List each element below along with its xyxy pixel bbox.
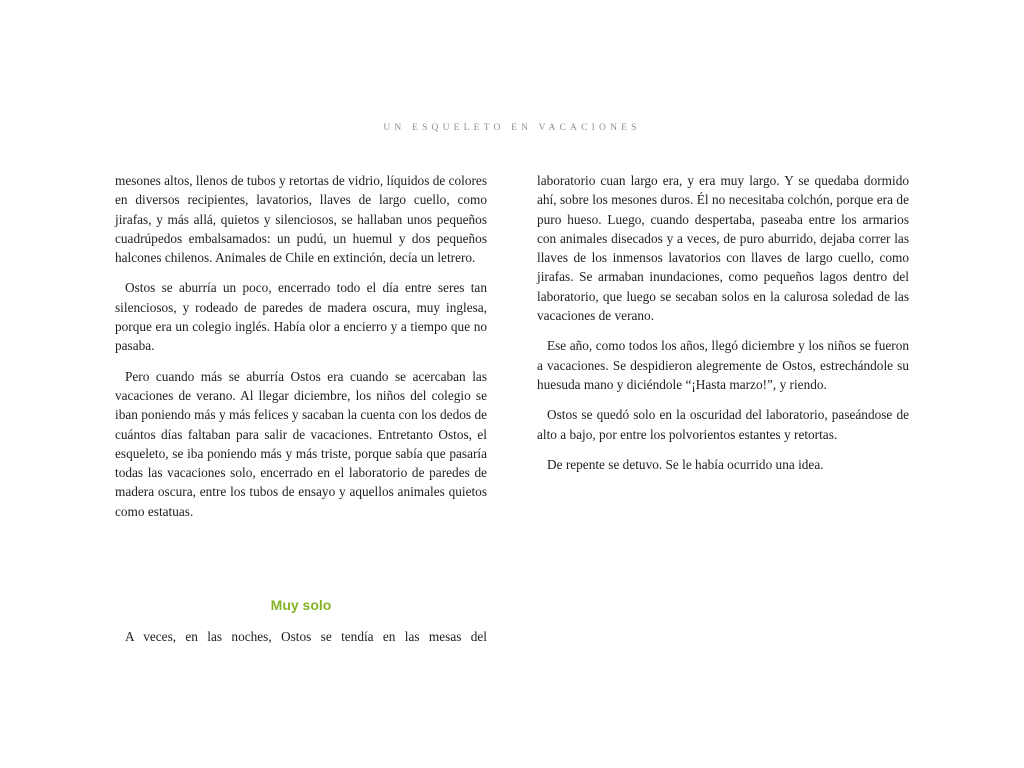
left-column	[115, 171, 487, 532]
section-opening	[115, 627, 487, 646]
right-column	[537, 171, 909, 485]
paragraph: Ese año, como todos los años, llegó diciembre y los niños se fueron a vacaciones. Se despidieron alegremente de Ostos, estrechándole su huesuda mano y diciéndole “¡Hasta marzo!”, y riendo.	[537, 338, 909, 392]
paragraph: Pero cuando más se aburría Ostos era cuando se acercaban las vacaciones de verano. Al llegar diciembre, los niños del colegio se iban poniendo más y más felices y sacaban la cuenta con los dedos de cuántos días faltaban para salir de vacaciones. Entretanto Ostos, el esqueleto, se iba poniendo más y más triste, porque sabía que pasaría todas las vacaciones solo, encerrado en el laboratorio de paredes de madera oscura, entre los tubos de ensayo y aquellos animales quietos como estatuas.	[115, 368, 487, 519]
paragraph: A veces, en las noches, Ostos se tendía en las mesas del	[125, 629, 487, 644]
paragraph: laboratorio cuan largo era, y era muy largo. Y se quedaba dormido ahí, sobre los mesones duros. Él no necesitaba colchón, porque era de puro hueso. Luego, cuando despertaba, paseaba entre los armarios con animales disecados y a veces, de puro aburrido, dejaba correr las llaves de los inmensos lavatorios con llaves de largo cuello, como jirafas. Se armaban inundaciones, como pequeños lagos dentro del laboratorio, que luego se secaban solos en la calurosa soledad de las vacaciones de verano.	[537, 173, 909, 324]
paragraph: De repente se detuvo. Se le había ocurrido una idea.	[547, 456, 824, 472]
paragraph: mesones altos, llenos de tubos y retortas de vidrio, líquidos de colores en diversos recipientes, lavatorios, llaves de largo cuello, como jirafas, y más allá, quietos y silenciosos, se hallaban unos pequeños cuadrúpedos embalsamados: un pudú, un huemul y dos pequeños halcones chilenos. Animales de Chile en extinción, decía un letrero.	[115, 173, 487, 266]
section-title: Muy solo	[270, 597, 332, 613]
paragraph: Ostos se aburría un poco, encerrado todo el día entre seres tan silenciosos, y rodeado de paredes de madera oscura, muy inglesa, porque era un colegio inglés. Había olor a encierro y a tiempo que no pasaba.	[115, 280, 487, 354]
paragraph: Ostos se quedó solo en la oscuridad del laboratorio, paseándose de alto a bajo, por entre los polvorientos estantes y retortas.	[537, 407, 909, 442]
running-header: UN ESQUELETO EN VACACIONES	[383, 123, 641, 133]
